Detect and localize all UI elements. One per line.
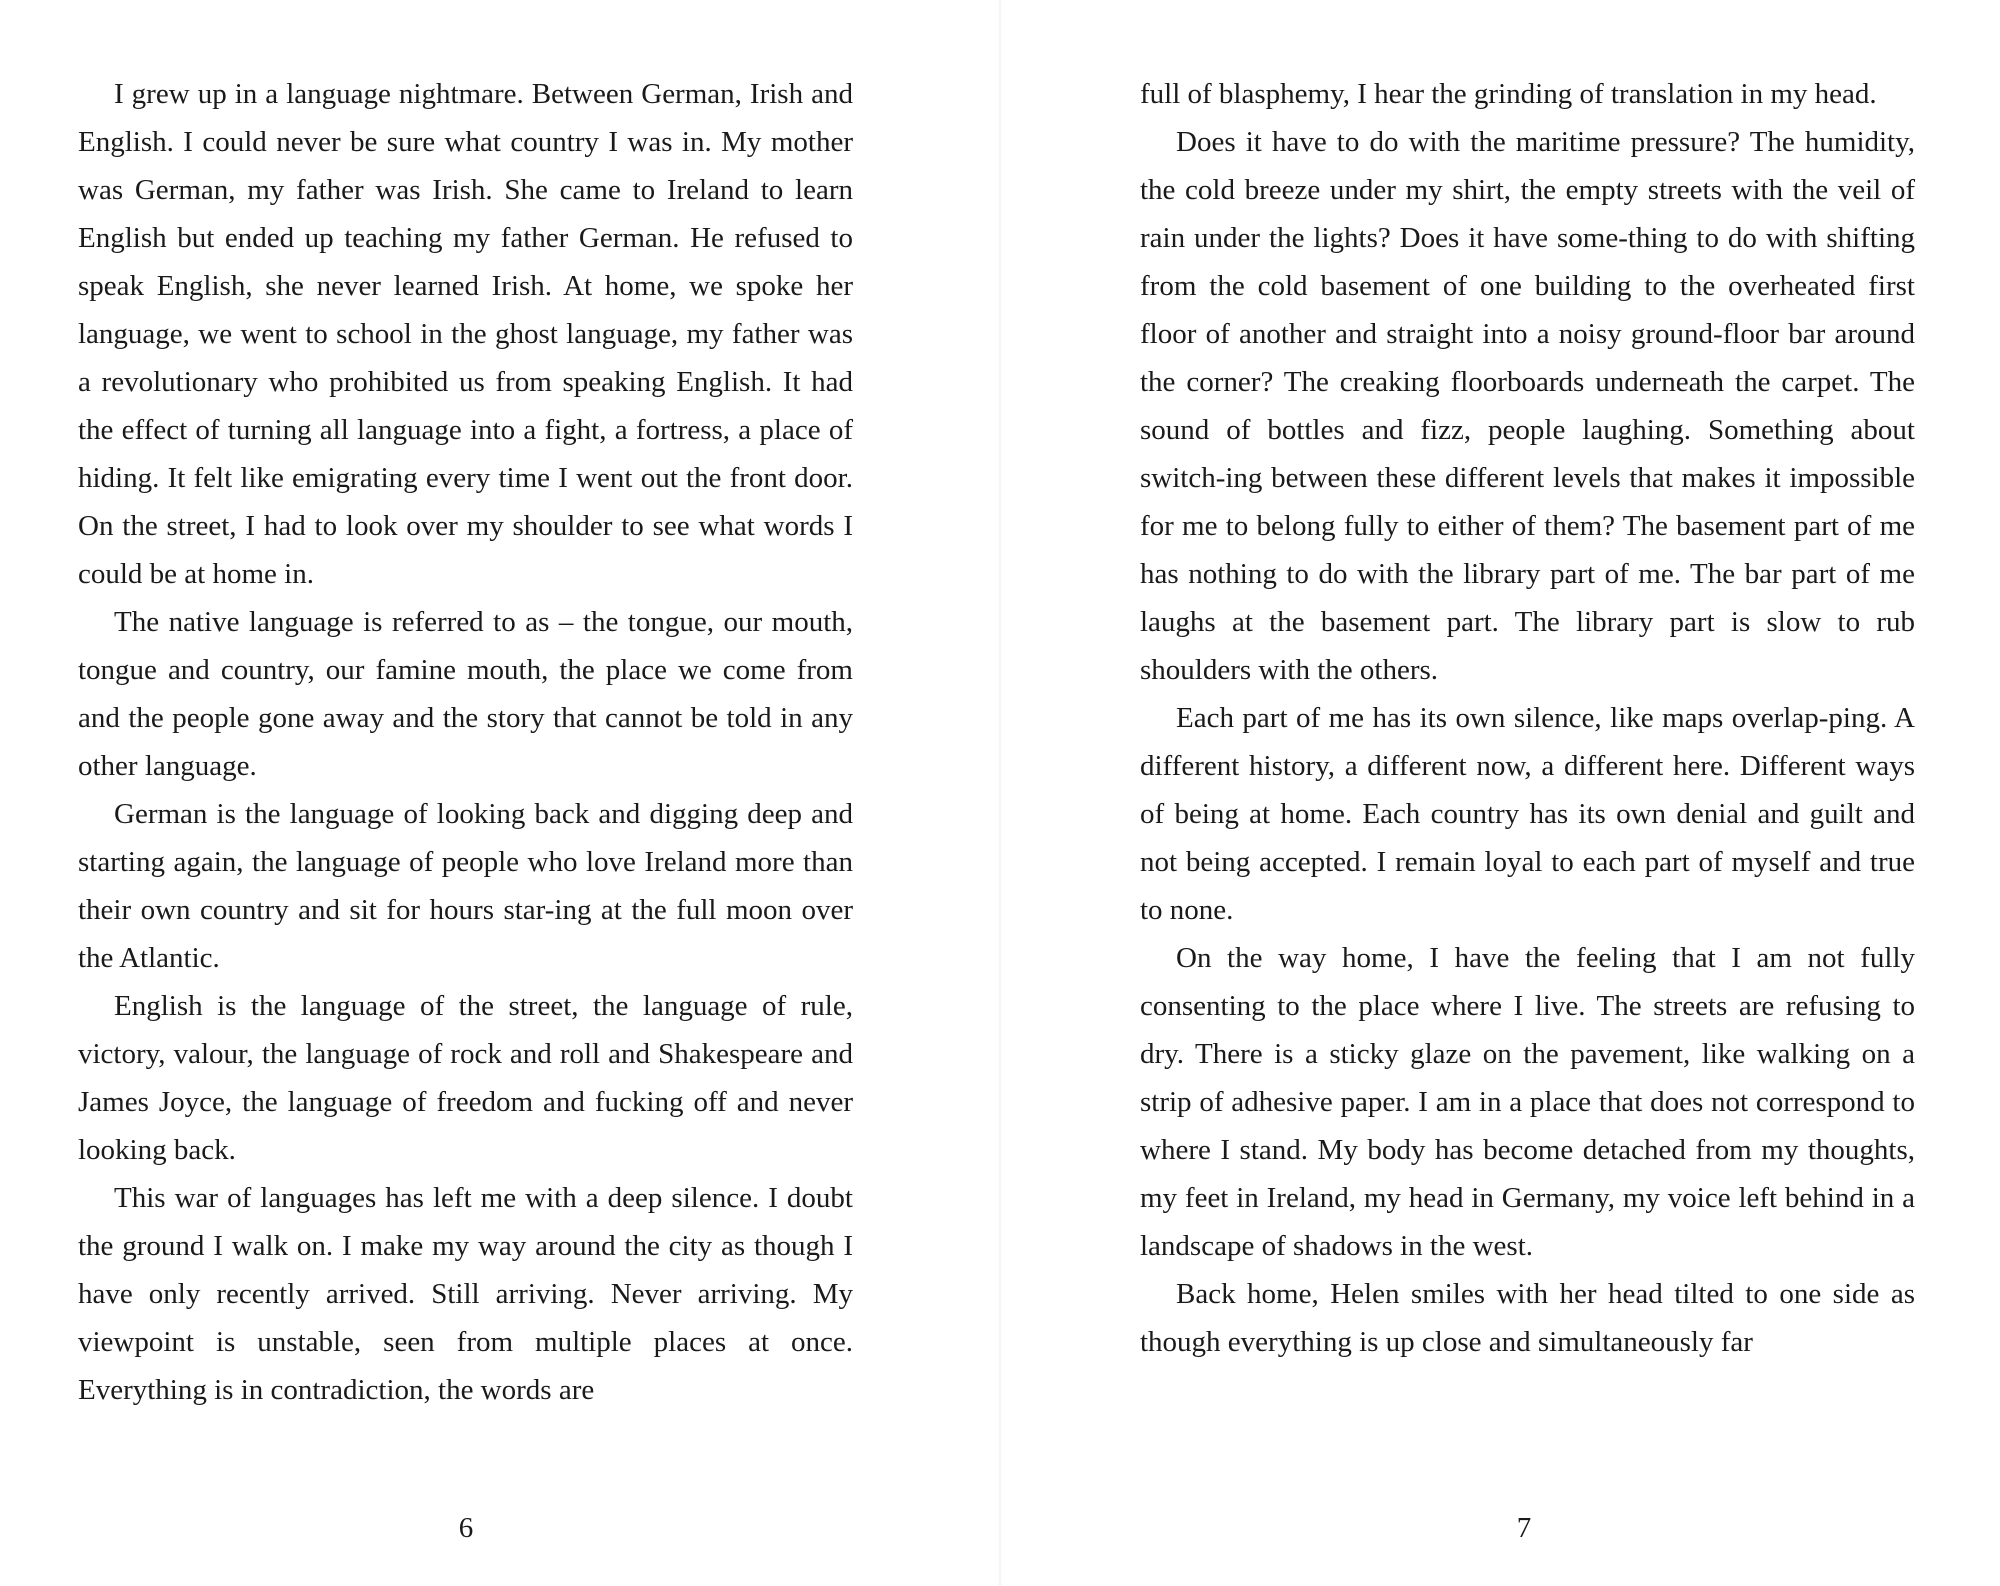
book-gutter bbox=[998, 0, 1002, 1586]
paragraph: Back home, Helen smiles with her head tilted to one side as though everything is up close and simultaneously far bbox=[1140, 1278, 1915, 1358]
page-number-left: 6 bbox=[458, 1512, 474, 1544]
paragraph: I grew up in a language nightmare. Between German, Irish and English. I could never be sure what country I was in. My mother was German, my father was Irish. She came to Ireland to learn English but ended up teaching my father German. He refused to speak English, she never learned Irish. At home, we spoke her language, we went to school in the ghost language, my father was a revolutionary who prohibited us from speaking English. It had the effect of turning all language into a fight, a fortress, a place of hiding. It felt like emigrating every time I went out the front door. On the street, I had to look over my shoulder to see what words I could be at home in. bbox=[78, 78, 853, 590]
paragraph: Each part of me has its own silence, like maps overlap-ping. A different history, a different now, a different here. Different ways of being at home. Each country has its own denial and guilt and not being accepted. I remain loyal to each part of myself and true to none. bbox=[1140, 702, 1915, 926]
paragraph: The native language is referred to as – the tongue, our mouth, tongue and country, our famine mouth, the place we come from and the people gone away and the story that cannot be told in any other language. bbox=[78, 606, 853, 782]
paragraph-continuation: full of blasphemy, I hear the grinding of translation in my head. bbox=[1140, 78, 1877, 110]
left-page bbox=[78, 70, 853, 1414]
page-number-right: 7 bbox=[1516, 1512, 1532, 1544]
right-page bbox=[1140, 70, 1915, 1366]
paragraph: Does it have to do with the maritime pressure? The humidity, the cold breeze under my shirt, the empty streets with the veil of rain under the lights? Does it have some-thing to do with shifting from the cold basement of one building to the overheated first floor of another and straight into a noisy ground-floor bar around the corner? The creaking floorboards underneath the carpet. The sound of bottles and fizz, people laughing. Something about switch-ing between these different levels that makes it impossible for me to belong fully to either of them? The basement part of me has nothing to do with the library part of me. The bar part of me laughs at the basement part. The library part is slow to rub shoulders with the others. bbox=[1140, 126, 1915, 686]
paragraph: This war of languages has left me with a deep silence. I doubt the ground I walk on. I make my way around the city as though I have only recently arrived. Still arriving. Never arriving. My viewpoint is unstable, seen from multiple places at once. Everything is in contradiction, the words are bbox=[78, 1182, 853, 1406]
paragraph: German is the language of looking back and digging deep and starting again, the language of people who love Ireland more than their own country and sit for hours star-ing at the full moon over the Atlantic. bbox=[78, 798, 853, 974]
paragraph: On the way home, I have the feeling that I am not fully consenting to the place where I live. The streets are refusing to dry. There is a sticky glaze on the pavement, like walking on a strip of adhesive paper. I am in a place that does not correspond to where I stand. My body has become detached from my thoughts, my feet in Ireland, my head in Germany, my voice left behind in a landscape of shadows in the west. bbox=[1140, 942, 1915, 1262]
paragraph: English is the language of the street, the language of rule, victory, valour, the language of rock and roll and Shakespeare and James Joyce, the language of freedom and fucking off and never looking back. bbox=[78, 990, 853, 1166]
